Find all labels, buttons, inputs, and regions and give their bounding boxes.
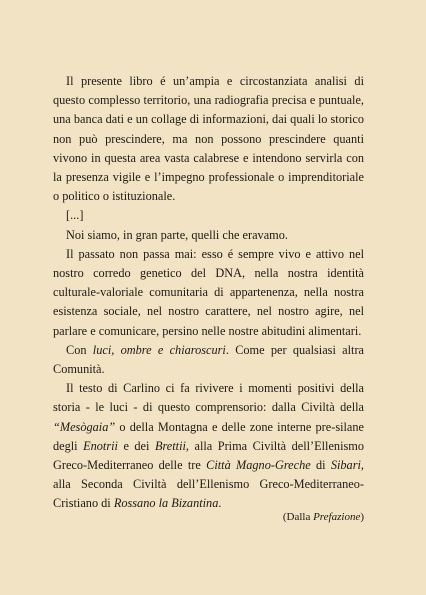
paragraph-5-text: di [310,458,331,473]
paragraph-5-text: Il testo di Carlino ci fa rivivere i momenti positivi della storia - le luci - di questo comprensorio: dalla Civiltà della [53,381,364,415]
paragraph-5-italic: Enotrii [83,438,118,453]
paragraph-3: Il passato non passa mai: esso é sempre vivo e attivo nel nostro corredo genetico del DNA, nella nostra identità culturale-valoriale comunitaria di appartenenza, nella nostra esistenza sociale, nel nostro carattere, nel nostro agire, nel parlare e comunicare, persino nelle nostre abitudini alimentari. [53,246,364,338]
attribution-close: ) [360,511,364,523]
paragraph-4 [53,341,364,379]
paragraph-4-text: . Come per qualsiasi altra Comunità. [53,342,365,377]
paragraph-5-text: o della Montagna e delle zone interne pre-silane degli [53,419,364,453]
paragraph-5-italic: Città Magno-Greche [206,458,311,473]
paragraph-4-italic: luci, ombre e chiaroscuri [92,342,226,357]
ellipsis-marker: [...] [66,208,84,223]
paragraph-5-text: , alla Prima Civiltà dell’Ellenismo Greco-Mediterraneo delle tre [53,438,364,473]
preface-excerpt [53,72,364,514]
paragraph-4-text: Con [66,342,93,357]
paragraph-5-text: , alla Seconda Civiltà dell’Ellenismo Greco-Mediterraneo-Cristiano di [53,458,364,511]
attribution-open: (Dalla [282,511,314,523]
paragraph-2: Noi siamo, in gran parte, quelli che eravamo. [66,227,288,242]
paragraph-5 [53,379,364,513]
paragraph-1: Il presente libro é un’ampia e circostanziata analisi di questo complesso territorio, una radiografia precisa e puntuale, una banca dati e un collage di informazioni, dai quali lo storico non può prescindere, ma non possono prescindere quanti vivono in questa area vasta calabrese e intendono servirla con la presenza vigile e l’impegno professionale o imprenditoriale o politico o istituzionale. [53,74,364,204]
source-attribution [283,510,364,524]
paragraph-5-italic: Brettii [154,438,186,453]
paragraph-5-italic: Sibari [330,458,361,473]
paragraph-5-italic: Rossano la Bizantina [113,496,219,511]
attribution-source: Prefazione [313,511,361,523]
paragraph-5-italic: “Mesògaia” [53,419,116,434]
paragraph-5-text: e dei [117,438,155,453]
paragraph-5-text: . [218,496,222,511]
